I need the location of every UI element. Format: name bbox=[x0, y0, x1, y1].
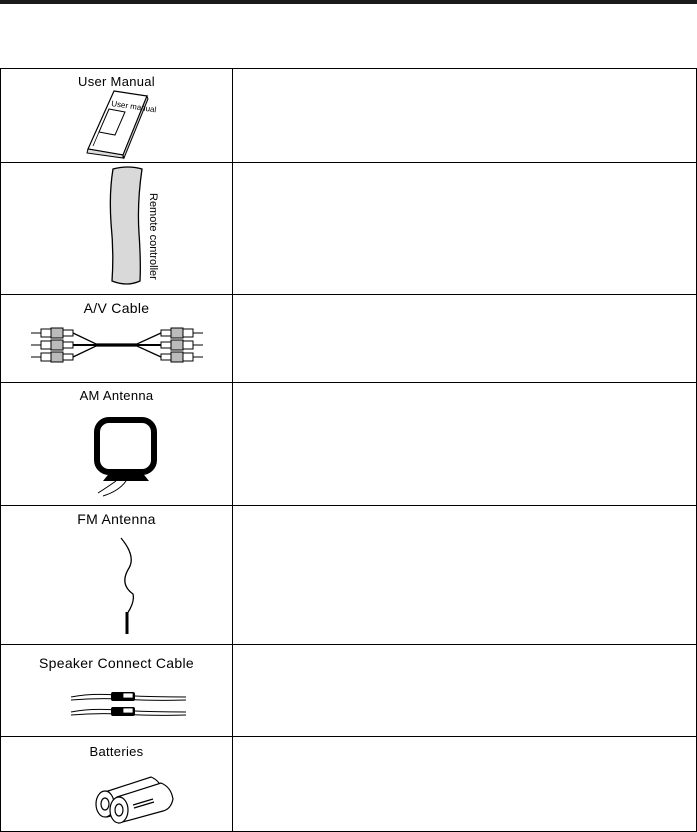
description-cell bbox=[233, 383, 697, 506]
item-label: Speaker Connect Cable bbox=[39, 655, 194, 671]
description-cell bbox=[233, 506, 697, 645]
item-label: AM Antenna bbox=[79, 388, 154, 403]
header-rule bbox=[0, 0, 697, 4]
description-cell bbox=[233, 163, 697, 295]
item-cell bbox=[1, 645, 233, 737]
table-row bbox=[1, 295, 697, 383]
remote-controller-icon bbox=[1, 163, 232, 295]
table-row bbox=[1, 645, 697, 737]
table-row bbox=[1, 69, 697, 163]
item-cell bbox=[1, 737, 233, 832]
item-label: FM Antenna bbox=[77, 511, 156, 527]
accessories-table bbox=[0, 68, 697, 832]
table-row bbox=[1, 163, 697, 295]
fm-antenna-icon bbox=[1, 506, 232, 645]
am-antenna-icon bbox=[1, 383, 232, 506]
speaker-cable-icon bbox=[1, 645, 232, 737]
description-cell bbox=[233, 737, 697, 832]
item-cell bbox=[1, 69, 233, 163]
item-label: Remote controller bbox=[147, 193, 159, 280]
item-cell bbox=[1, 295, 233, 383]
av-cable-icon bbox=[1, 295, 232, 383]
table-row bbox=[1, 737, 697, 832]
table-row bbox=[1, 383, 697, 506]
description-cell bbox=[233, 295, 697, 383]
item-cell bbox=[1, 506, 233, 645]
user-manual-icon bbox=[1, 69, 232, 163]
item-label: A/V Cable bbox=[83, 300, 150, 316]
description-cell bbox=[233, 645, 697, 737]
batteries-icon bbox=[1, 737, 232, 832]
item-label: User Manual bbox=[78, 74, 155, 89]
table-row bbox=[1, 506, 697, 645]
item-label: Batteries bbox=[89, 744, 144, 759]
item-cell bbox=[1, 383, 233, 506]
description-cell bbox=[233, 69, 697, 163]
item-cell bbox=[1, 163, 233, 295]
booklet-text: User manual bbox=[110, 99, 157, 115]
